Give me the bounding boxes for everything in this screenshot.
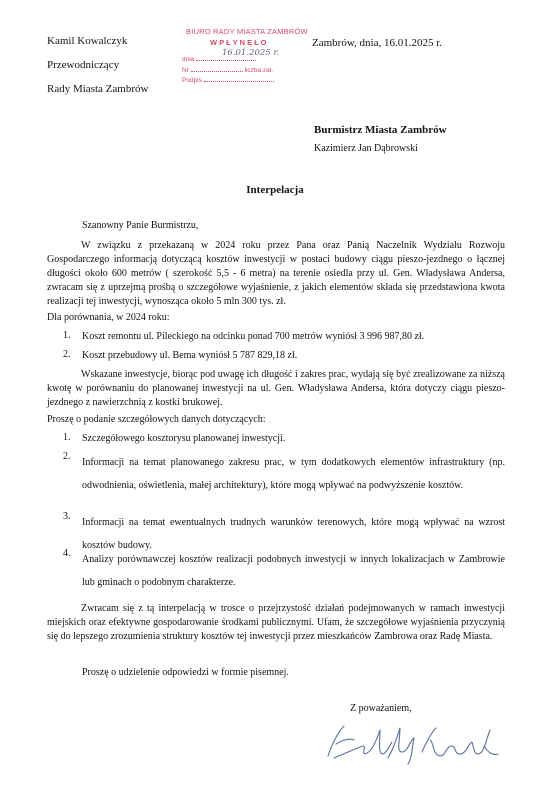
stamp-nr-label: Nr [182,67,189,74]
request-item-number: 4. [63,548,71,559]
stamp-signature-row [182,75,274,84]
sender-role: Przewodniczący [47,59,120,71]
handwritten-signature [322,718,504,768]
request-item-text: Szczegółowego kosztorysu planowanej inwestycji. [82,433,286,444]
stamp-received: WPŁYNĘŁO [210,38,269,47]
stamp-date-label: dnia [182,56,195,63]
stamp-attachments-label: liczba zał. [244,67,274,74]
comparison-intro: Dla porównania, w 2024 roku: [47,312,170,323]
stamp-office: BIURO RADY MIASTA ZAMBRÓW [186,27,308,36]
request-item-text: Informacji na temat planowanego zakresu prac, w tym dodatkowych elementów infrastruktury (np. odwodnienia, oświetlenia, małej architektury), które mogą wpływać na podwyższenie kosztów. [82,457,505,491]
request-item-number: 1. [63,432,71,443]
comparison-item-text: Koszt przebudowy ul. Bema wyniósł 5 787 829,18 zł. [82,350,298,361]
sender-name: Kamil Kowalczyk [47,35,128,47]
recipient-title: Burmistrz Miasta Zambrów [314,124,447,136]
comparison-item-number: 2. [63,349,71,360]
paragraph-closing-remarks: Zwracam się z tą interpelacją w trosce o przejrzystość działań podejmowanych w ramach inwestycji miejskich oraz efektywne gospodarowanie środkami publicznymi. Ufam, że szczegółowe wyjaśnienia przyczynią się do lepszego zrozumienia struktury kosztów tej inwestycji przez mieszkańców Zambrowa oraz Radę Miasta. [47,603,505,642]
subject-heading: Interpelacja [246,184,304,196]
paragraph-intro: W związku z przekazaną w 2024 roku przez Pana oraz Panią Naczelnik Wydziału Rozwoju Gospodarczego informacją dotyczącą kosztów inwestycji w postaci budowy ciągu pieszo-jezdnego o łącznej długości około 600 metrów ( szerokość 5,5 - 6 metra) na terenie osiedla przy ul. Gen. Władysława Andersa, zwracam się z uprzejmą prośbą o szczegółowe wyjaśnienie, z jakich elementów składa się przedstawiona kwota realizacji tej inwestycji, wynosząca około 5 mln 300 tys. zł. [47,240,505,307]
request-intro: Proszę o podanie szczegółowych danych dotyczących: [47,414,266,425]
place-date: Zambrów, dnia, 16.01.2025 r. [312,37,443,49]
paragraph-request-written-reply: Proszę o udzielenie odpowiedzi w formie pisemnej. [82,667,289,678]
stamp-signature-label: Podpis [182,77,202,84]
registry-stamp [172,27,308,85]
stamp-nr-row [182,65,273,74]
request-item-number: 3. [63,511,71,522]
stamp-date-handwritten: 16.01.2025 r. [222,48,280,58]
closing-phrase: Z poważaniem, [350,703,412,714]
sender-org: Rady Miasta Zambrów [47,83,149,95]
request-item-text: Informacji na temat ewentualnych trudnych warunków terenowych, które mogą wpływać na wzrost kosztów budowy. [82,517,505,551]
paragraph-comparison-comment: Wskazane inwestycje, biorąc pod uwagę ich długość i zakres prac, wydają się być zrealizowane za niższą kwotę w porównaniu do planowanej inwestycji na ul. Gen. Władysława Andersa, która dotyczy ciągu pieszo-jezdnego z nawierzchnią z kostki brukowej. [47,369,505,408]
comparison-item-text: Koszt remontu ul. Pileckiego na odcinku ponad 700 metrów wyniósł 3 996 987,80 zł. [82,331,425,342]
recipient-name: Kazimierz Jan Dąbrowski [314,143,418,154]
request-item-number: 2. [63,451,71,462]
request-item-text: Analizy porównawczej kosztów realizacji podobnych inwestycji w innych lokalizacjach w Zambrowie lub gminach o podobnym charakterze. [82,554,505,588]
comparison-item-number: 1. [63,330,71,341]
salutation: Szanowny Panie Burmistrzu, [82,220,199,231]
